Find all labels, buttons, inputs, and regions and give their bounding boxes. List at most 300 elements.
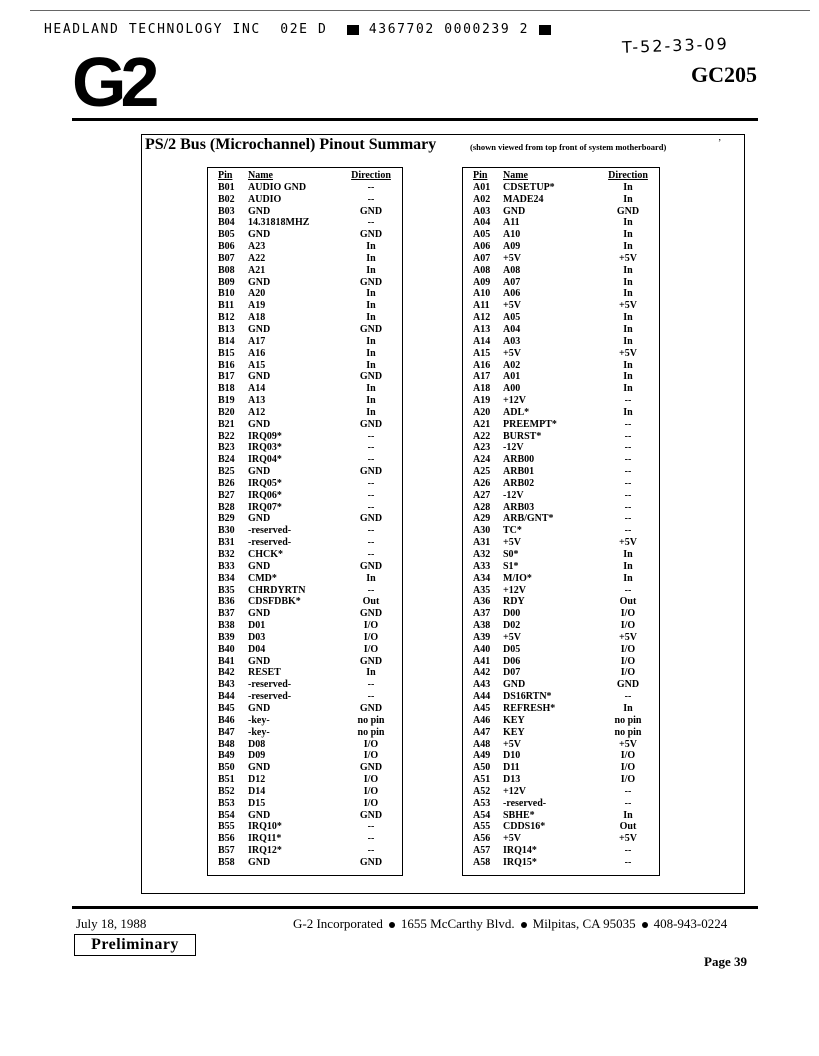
name-cell: A22 bbox=[248, 252, 266, 264]
table-row bbox=[218, 371, 396, 383]
table-row bbox=[473, 715, 653, 727]
name-cell: D04 bbox=[248, 643, 266, 655]
direction-cell: GND bbox=[359, 371, 383, 383]
direction-cell: +5V bbox=[619, 631, 637, 643]
direction-cell: -- bbox=[367, 217, 375, 229]
pin-cell: B48 bbox=[218, 738, 235, 750]
pin-cell: A05 bbox=[473, 229, 491, 241]
direction-cell: Out bbox=[362, 596, 380, 608]
pin-cell: B20 bbox=[218, 406, 235, 418]
g2-logo bbox=[72, 50, 182, 112]
pin-cell: B34 bbox=[218, 572, 235, 584]
name-cell: +12V bbox=[503, 785, 526, 797]
pin-cell: A40 bbox=[473, 643, 491, 655]
table-row bbox=[218, 419, 396, 431]
pin-cell: B15 bbox=[218, 347, 235, 359]
direction-cell: -- bbox=[624, 691, 632, 703]
pin-cell: B38 bbox=[218, 620, 235, 632]
table-row bbox=[473, 502, 653, 514]
name-cell: D07 bbox=[503, 667, 521, 679]
table-row bbox=[473, 537, 653, 549]
name-cell: GND bbox=[248, 856, 271, 868]
table-row bbox=[473, 525, 653, 537]
name-cell: S0* bbox=[503, 549, 519, 560]
name-cell: +5V bbox=[503, 738, 521, 750]
table-row bbox=[473, 786, 653, 798]
table-row bbox=[473, 691, 653, 703]
direction-cell: In bbox=[366, 347, 376, 359]
table-row bbox=[473, 845, 653, 857]
footer-divider bbox=[72, 906, 758, 909]
direction-cell: -- bbox=[624, 442, 632, 454]
pin-cell: A51 bbox=[473, 774, 491, 786]
pin-cell: B22 bbox=[218, 430, 235, 442]
name-cell: +5V bbox=[503, 833, 521, 845]
pin-cell: A56 bbox=[473, 833, 491, 845]
header-code: 02E D bbox=[280, 22, 328, 37]
table-row bbox=[218, 585, 396, 597]
pin-cell: A24 bbox=[473, 454, 491, 466]
pin-cell: B44 bbox=[218, 691, 235, 703]
table-row bbox=[473, 703, 653, 715]
table-row bbox=[218, 798, 396, 810]
name-cell: A21 bbox=[248, 264, 266, 276]
pin-cell: A34 bbox=[473, 572, 491, 584]
pin-cell: A01 bbox=[473, 181, 491, 193]
pin-cell: B29 bbox=[218, 513, 235, 525]
direction-cell: In bbox=[366, 335, 376, 347]
name-cell: SBHE* bbox=[503, 809, 535, 821]
table-row bbox=[473, 596, 653, 608]
direction-cell: I/O bbox=[620, 762, 636, 774]
table-row bbox=[218, 253, 396, 265]
name-cell: A01 bbox=[503, 371, 521, 383]
direction-cell: In bbox=[366, 241, 376, 253]
direction-cell: GND bbox=[359, 608, 383, 620]
name-cell: IRQ05* bbox=[248, 477, 282, 489]
name-cell: D06 bbox=[503, 655, 521, 667]
name-cell: GND bbox=[503, 205, 526, 217]
name-cell: IRQ09* bbox=[248, 430, 282, 442]
pin-cell: B47 bbox=[218, 726, 235, 738]
table-row bbox=[218, 774, 396, 786]
name-cell: D08 bbox=[248, 738, 266, 750]
name-cell: GND bbox=[248, 371, 271, 383]
footer-phone: 408-943-0224 bbox=[653, 916, 728, 931]
pin-cell: A21 bbox=[473, 418, 491, 430]
pin-cell: A43 bbox=[473, 679, 491, 691]
pin-cell: B30 bbox=[218, 525, 235, 537]
direction-cell: no pin bbox=[357, 726, 385, 738]
table-row bbox=[218, 573, 396, 585]
pin-cell: B08 bbox=[218, 264, 235, 276]
bullet-icon bbox=[642, 922, 648, 928]
pin-cell: B21 bbox=[218, 418, 235, 430]
table-row bbox=[218, 833, 396, 845]
table-row bbox=[218, 442, 396, 454]
table-row bbox=[218, 383, 396, 395]
pin-cell: A33 bbox=[473, 560, 491, 572]
pin-cell: B39 bbox=[218, 631, 235, 643]
direction-cell: -- bbox=[624, 856, 632, 868]
document-header-line bbox=[44, 22, 561, 37]
table-row bbox=[218, 454, 396, 466]
table-row bbox=[473, 288, 653, 300]
pin-cell: A52 bbox=[473, 785, 491, 797]
direction-cell: -- bbox=[624, 454, 632, 466]
pin-cell: A58 bbox=[473, 856, 491, 868]
table-row bbox=[218, 300, 396, 312]
direction-cell: I/O bbox=[363, 738, 379, 750]
pin-cell: B32 bbox=[218, 549, 235, 560]
table-row bbox=[473, 182, 653, 194]
name-cell: +5V bbox=[503, 347, 521, 359]
pin-cell: A06 bbox=[473, 241, 491, 253]
table-row bbox=[218, 845, 396, 857]
pin-cell: B37 bbox=[218, 608, 235, 620]
table-row bbox=[218, 194, 396, 206]
pin-cell: B31 bbox=[218, 537, 235, 549]
direction-cell: In bbox=[623, 323, 633, 335]
table-row bbox=[473, 383, 653, 395]
direction-cell: -- bbox=[367, 454, 375, 466]
table-row bbox=[473, 585, 653, 597]
direction-cell: -- bbox=[624, 785, 632, 797]
name-cell: MADE24 bbox=[503, 193, 544, 205]
direction-cell: -- bbox=[367, 489, 375, 501]
name-cell: A09 bbox=[503, 241, 521, 253]
pin-cell: A02 bbox=[473, 193, 491, 205]
name-cell: 14.31818MHZ bbox=[248, 217, 310, 229]
pin-cell: B10 bbox=[218, 288, 235, 300]
table-row bbox=[473, 513, 653, 525]
pin-cell: A09 bbox=[473, 276, 491, 288]
direction-cell: In bbox=[623, 371, 633, 383]
direction-cell: In bbox=[623, 359, 633, 371]
pin-cell: A16 bbox=[473, 359, 491, 371]
name-cell: A08 bbox=[503, 264, 521, 276]
table-row bbox=[473, 762, 653, 774]
table-row bbox=[218, 217, 396, 229]
footer-city: Milpitas, CA 95035 bbox=[532, 916, 636, 931]
header-doc-number: 4367702 0000239 2 bbox=[368, 22, 530, 37]
direction-cell: In bbox=[366, 359, 376, 371]
table-row bbox=[218, 679, 396, 691]
name-cell: A15 bbox=[248, 359, 266, 371]
pin-cell: B18 bbox=[218, 383, 235, 395]
table-row bbox=[218, 525, 396, 537]
pin-cell: B52 bbox=[218, 785, 235, 797]
direction-cell: -- bbox=[624, 395, 632, 407]
pin-cell: A14 bbox=[473, 335, 491, 347]
name-cell: D11 bbox=[503, 762, 520, 774]
table-row bbox=[218, 596, 396, 608]
direction-cell: -- bbox=[624, 466, 632, 478]
name-cell: IRQ15* bbox=[503, 856, 537, 868]
direction-cell: I/O bbox=[363, 631, 379, 643]
direction-header: Direction bbox=[608, 170, 648, 181]
name-cell: A03 bbox=[503, 335, 521, 347]
pin-cell: B23 bbox=[218, 442, 235, 454]
direction-cell: -- bbox=[367, 537, 375, 549]
direction-cell: -- bbox=[624, 845, 632, 857]
direction-cell: In bbox=[623, 276, 633, 288]
pin-cell: A50 bbox=[473, 762, 491, 774]
direction-cell: In bbox=[623, 406, 633, 418]
table-row bbox=[218, 407, 396, 419]
name-cell: D00 bbox=[503, 608, 521, 620]
name-cell: GND bbox=[248, 513, 271, 525]
table-row bbox=[218, 857, 396, 869]
table-row bbox=[218, 502, 396, 514]
name-cell: +12V bbox=[503, 395, 526, 407]
name-cell: A10 bbox=[503, 229, 521, 241]
direction-cell: no pin bbox=[614, 714, 642, 726]
pin-cell: A11 bbox=[473, 300, 490, 312]
table-row bbox=[473, 632, 653, 644]
pin-cell: B43 bbox=[218, 679, 235, 691]
pin-cell: B53 bbox=[218, 797, 235, 809]
direction-cell: GND bbox=[359, 418, 383, 430]
name-cell: ARB00 bbox=[503, 454, 535, 466]
pin-cell: A54 bbox=[473, 809, 491, 821]
table-row bbox=[473, 442, 653, 454]
pin-cell: B07 bbox=[218, 252, 235, 264]
name-cell: KEY bbox=[503, 726, 525, 738]
direction-cell: In bbox=[623, 383, 633, 395]
name-cell: CDSFDBK* bbox=[248, 596, 301, 608]
name-cell: GND bbox=[248, 418, 271, 430]
footer-date: July 18, 1988 bbox=[76, 916, 147, 931]
pin-cell: A55 bbox=[473, 821, 491, 833]
name-cell: D10 bbox=[503, 750, 521, 762]
direction-cell: -- bbox=[367, 833, 375, 845]
a-table-header bbox=[473, 170, 653, 182]
pin-cell: B16 bbox=[218, 359, 235, 371]
bullet-icon bbox=[389, 922, 395, 928]
table-row bbox=[473, 348, 653, 360]
direction-cell: -- bbox=[367, 691, 375, 703]
name-cell: A16 bbox=[248, 347, 266, 359]
pin-cell: B01 bbox=[218, 181, 235, 193]
name-cell: KEY bbox=[503, 714, 525, 726]
pin-cell: A35 bbox=[473, 584, 491, 596]
pin-cell: A38 bbox=[473, 620, 491, 632]
name-cell: GND bbox=[248, 702, 271, 714]
direction-cell: In bbox=[623, 572, 633, 584]
table-row bbox=[473, 253, 653, 265]
pin-cell: B56 bbox=[218, 833, 235, 845]
name-cell: -reserved- bbox=[503, 797, 547, 809]
direction-cell: In bbox=[623, 241, 633, 253]
name-cell: GND bbox=[248, 762, 271, 774]
direction-cell: GND bbox=[359, 762, 383, 774]
table-row bbox=[218, 632, 396, 644]
name-cell: CHRDYRTN bbox=[248, 584, 306, 596]
name-cell: CDDS16* bbox=[503, 821, 546, 833]
name-cell: -reserved- bbox=[248, 537, 292, 549]
direction-cell: I/O bbox=[620, 620, 636, 632]
table-row bbox=[473, 667, 653, 679]
name-cell: ARB01 bbox=[503, 466, 535, 478]
direction-cell: In bbox=[366, 383, 376, 395]
table-row bbox=[218, 703, 396, 715]
table-row bbox=[473, 490, 653, 502]
table-row bbox=[473, 798, 653, 810]
table-row bbox=[218, 229, 396, 241]
pin-header: Pin bbox=[218, 170, 233, 181]
direction-cell: -- bbox=[624, 501, 632, 513]
direction-cell: Out bbox=[619, 596, 637, 608]
name-cell: A06 bbox=[503, 288, 521, 300]
table-row bbox=[473, 336, 653, 348]
top-scan-rule bbox=[30, 10, 810, 11]
direction-cell: I/O bbox=[620, 608, 636, 620]
direction-cell: -- bbox=[367, 525, 375, 537]
direction-cell: GND bbox=[616, 205, 640, 217]
direction-cell: +5V bbox=[619, 347, 637, 359]
table-row bbox=[473, 407, 653, 419]
pin-cell: B46 bbox=[218, 714, 235, 726]
pin-cell: B03 bbox=[218, 205, 235, 217]
name-cell: A17 bbox=[248, 335, 266, 347]
pin-cell: A12 bbox=[473, 312, 491, 324]
pin-cell: B04 bbox=[218, 217, 235, 229]
g2-logo-text: G2 bbox=[72, 50, 154, 112]
name-cell: AUDIO bbox=[248, 193, 282, 205]
name-cell: -key- bbox=[248, 726, 270, 738]
table-row bbox=[473, 466, 653, 478]
table-row bbox=[218, 667, 396, 679]
direction-cell: GND bbox=[359, 466, 383, 478]
direction-cell: GND bbox=[359, 560, 383, 572]
table-row bbox=[218, 537, 396, 549]
direction-cell: In bbox=[623, 549, 633, 560]
table-row bbox=[218, 715, 396, 727]
pin-cell: B09 bbox=[218, 276, 235, 288]
name-cell: RESET bbox=[248, 667, 281, 679]
direction-cell: +5V bbox=[619, 252, 637, 264]
direction-header: Direction bbox=[351, 170, 391, 181]
name-cell: D12 bbox=[248, 774, 266, 786]
pin-cell: A53 bbox=[473, 797, 491, 809]
table-row bbox=[218, 750, 396, 762]
direction-cell: -- bbox=[367, 845, 375, 857]
table-row bbox=[218, 513, 396, 525]
name-cell: +5V bbox=[503, 252, 521, 264]
name-cell: A12 bbox=[248, 406, 266, 418]
name-cell: ARB02 bbox=[503, 477, 535, 489]
name-cell: PREEMPT* bbox=[503, 418, 557, 430]
name-cell: D09 bbox=[248, 750, 266, 762]
name-cell: GND bbox=[503, 679, 526, 691]
table-row bbox=[473, 833, 653, 845]
direction-cell: In bbox=[623, 181, 633, 193]
direction-cell: In bbox=[366, 572, 376, 584]
pin-cell: B26 bbox=[218, 477, 235, 489]
stray-tick-mark: ’ bbox=[718, 138, 722, 149]
pin-cell: A03 bbox=[473, 205, 491, 217]
name-cell: D15 bbox=[248, 797, 266, 809]
pin-cell: A31 bbox=[473, 537, 491, 549]
preliminary-stamp: Preliminary bbox=[74, 934, 196, 956]
direction-cell: GND bbox=[359, 276, 383, 288]
pin-cell: A45 bbox=[473, 702, 491, 714]
footer-street: 1655 McCarthy Blvd. bbox=[400, 916, 515, 931]
pin-cell: B40 bbox=[218, 643, 235, 655]
table-row bbox=[473, 573, 653, 585]
model-number: GC205 bbox=[691, 62, 757, 87]
pin-cell: A29 bbox=[473, 513, 491, 525]
pin-cell: A04 bbox=[473, 217, 491, 229]
table-row bbox=[473, 750, 653, 762]
direction-cell: -- bbox=[624, 513, 632, 525]
direction-cell: I/O bbox=[363, 797, 379, 809]
a-side-pinout-table bbox=[462, 167, 660, 876]
pin-header: Pin bbox=[473, 170, 488, 181]
table-row bbox=[218, 691, 396, 703]
table-row bbox=[218, 739, 396, 751]
direction-cell: I/O bbox=[363, 785, 379, 797]
pin-cell: A48 bbox=[473, 738, 491, 750]
name-cell: REFRESH* bbox=[503, 702, 556, 714]
page-number: Page 39 bbox=[704, 954, 747, 969]
name-cell: TC* bbox=[503, 525, 522, 537]
direction-cell: -- bbox=[624, 525, 632, 537]
footer-company: G-2 Incorporated bbox=[293, 916, 383, 931]
name-cell: -reserved- bbox=[248, 691, 292, 703]
table-row bbox=[473, 821, 653, 833]
direction-cell: GND bbox=[359, 205, 383, 217]
table-row bbox=[218, 549, 396, 561]
pin-cell: A10 bbox=[473, 288, 491, 300]
table-row bbox=[218, 360, 396, 372]
table-row bbox=[218, 288, 396, 300]
name-cell: GND bbox=[248, 560, 271, 572]
pin-cell: B35 bbox=[218, 584, 235, 596]
name-cell: IRQ04* bbox=[248, 454, 282, 466]
table-row bbox=[218, 206, 396, 218]
pin-cell: B57 bbox=[218, 845, 235, 857]
pin-cell: B02 bbox=[218, 193, 235, 205]
table-row bbox=[473, 360, 653, 372]
direction-cell: -- bbox=[367, 442, 375, 454]
table-row bbox=[473, 644, 653, 656]
name-cell: GND bbox=[248, 229, 271, 241]
pin-cell: B11 bbox=[218, 300, 235, 312]
name-cell: D05 bbox=[503, 643, 521, 655]
direction-cell: -- bbox=[367, 430, 375, 442]
direction-cell: In bbox=[623, 560, 633, 572]
direction-cell: GND bbox=[359, 229, 383, 241]
name-cell: A19 bbox=[248, 300, 266, 312]
name-cell: D03 bbox=[248, 631, 266, 643]
header-block-mark-2 bbox=[539, 25, 551, 35]
direction-cell: I/O bbox=[363, 774, 379, 786]
name-cell: GND bbox=[248, 205, 271, 217]
name-cell: D13 bbox=[503, 774, 521, 786]
name-cell: IRQ10* bbox=[248, 821, 282, 833]
table-row bbox=[473, 217, 653, 229]
name-cell: GND bbox=[248, 323, 271, 335]
table-row bbox=[473, 478, 653, 490]
direction-cell: In bbox=[623, 288, 633, 300]
table-row bbox=[473, 739, 653, 751]
direction-cell: GND bbox=[359, 702, 383, 714]
table-row bbox=[218, 644, 396, 656]
pin-cell: A07 bbox=[473, 252, 491, 264]
direction-cell: In bbox=[623, 193, 633, 205]
